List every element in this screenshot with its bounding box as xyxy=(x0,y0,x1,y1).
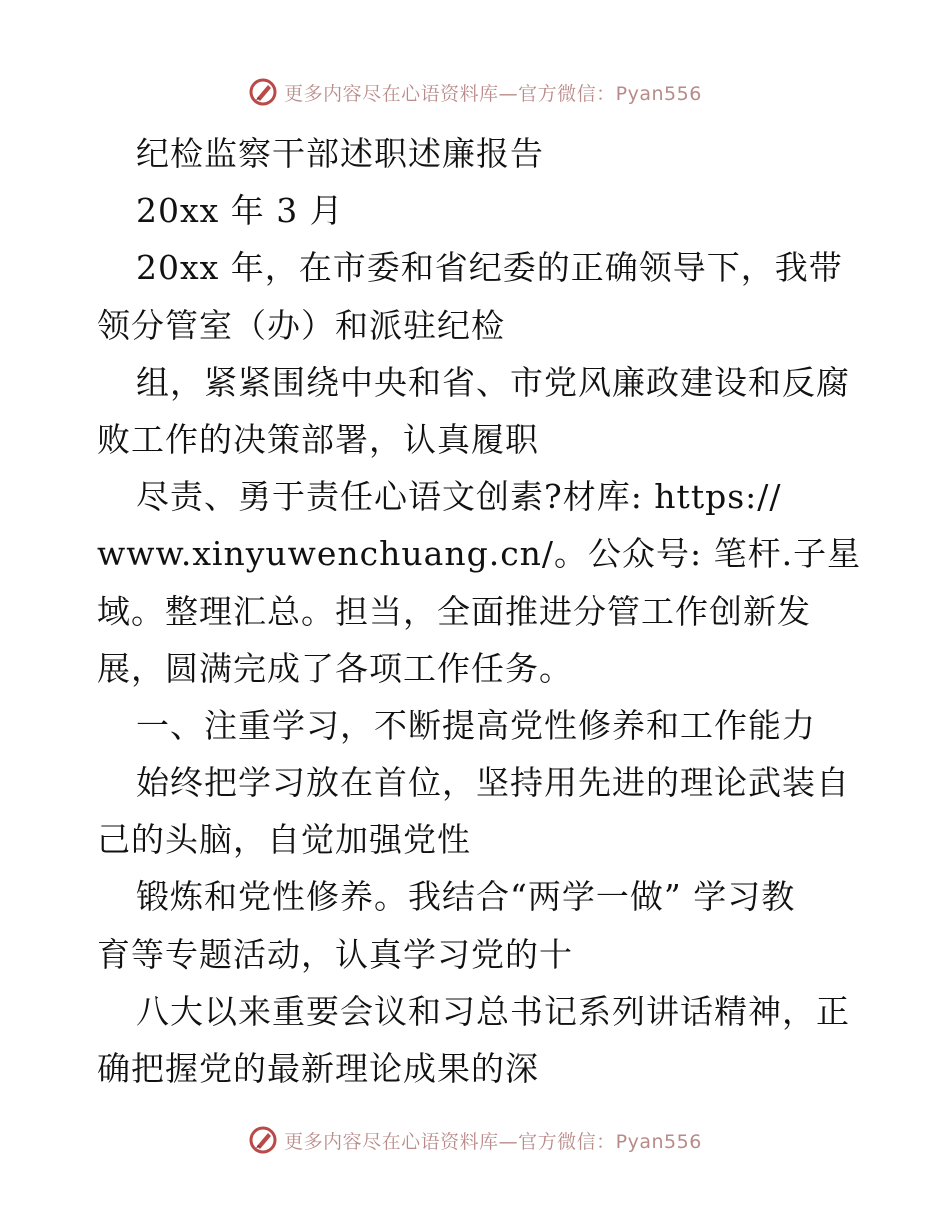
paragraph-line: 始终把学习放在首位，坚持用先进的理论武装自 xyxy=(136,763,850,803)
paragraph-line: 确把握党的最新理论成果的深 xyxy=(97,1049,539,1088)
header-banner xyxy=(0,72,950,112)
paragraph-line: 锻炼和党性修养。我结合“两学一做” 学习教 xyxy=(136,877,796,917)
footer-banner-text: 更多内容尽在心语资料库—官方微信：Pyan556 xyxy=(284,1130,702,1153)
paragraph-line: 尽责、勇于责任心语文创素?材库: https:// xyxy=(136,477,782,517)
header-banner-text: 更多内容尽在心语资料库—官方微信：Pyan556 xyxy=(284,82,702,105)
paragraph-line: 域。整理汇总。担当，全面推进分管工作创新发 xyxy=(97,591,811,631)
paragraph-line: 败工作的决策部署，认真履职 xyxy=(97,419,539,459)
paragraph-line: 组，紧紧围绕中央和省、市党风廉政建设和反腐 xyxy=(136,362,850,402)
paragraph-line: 育等专题活动，认真学习党的十 xyxy=(97,934,573,974)
paragraph-line: www.xinyuwenchuang.cn/。公众号: 笔杆.子星 xyxy=(97,534,862,574)
pen-logo-icon xyxy=(248,1125,278,1155)
section-heading: 一、注重学习，不断提高党性修养和工作能力 xyxy=(136,705,816,745)
paragraph-line: 20xx 年，在市委和省纪委的正确领导下，我带 xyxy=(136,248,843,288)
paragraph-line: 领分管室（办）和派驻纪检 xyxy=(97,305,505,345)
document-body xyxy=(97,125,862,1097)
paragraph-line: 己的头脑，自觉加强党性 xyxy=(97,820,471,860)
paragraph-line: 展，圆满完成了各项工作任务。 xyxy=(97,648,573,688)
pen-logo-icon xyxy=(248,77,278,107)
document-date: 20xx 年 3 月 xyxy=(136,191,344,231)
footer-banner xyxy=(0,1120,950,1160)
paragraph-line: 八大以来重要会议和习总书记系列讲话精神，正 xyxy=(136,991,850,1031)
document-title: 纪检监察干部述职述廉报告 xyxy=(136,134,544,173)
